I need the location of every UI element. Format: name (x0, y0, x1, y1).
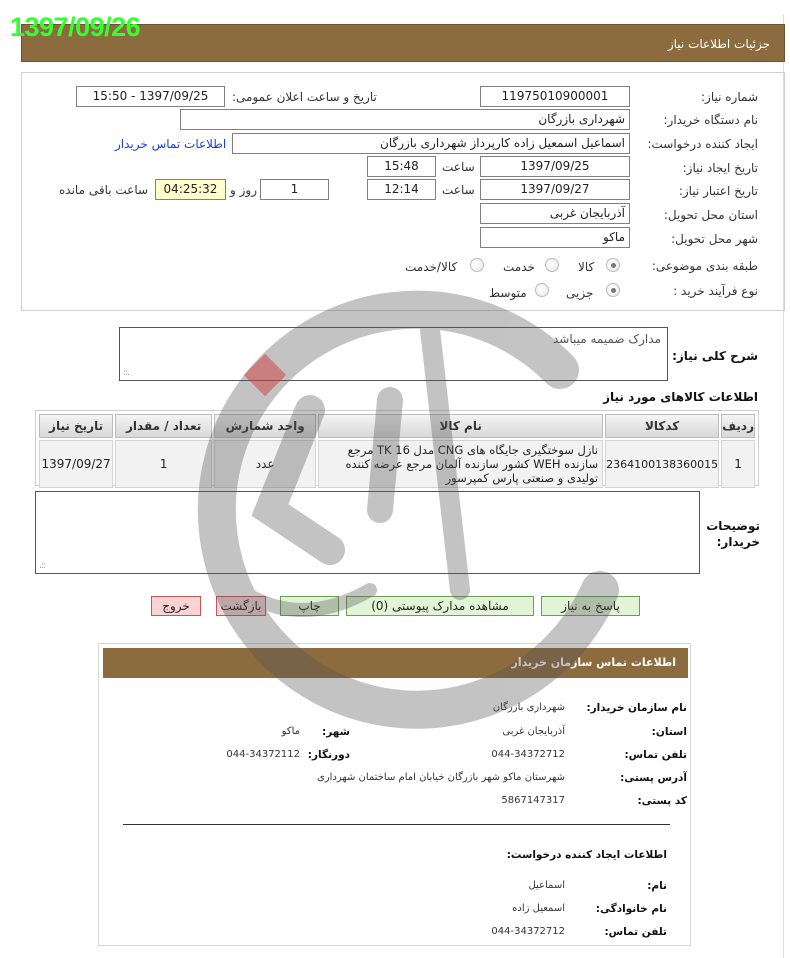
process-minor-label: جزیی (566, 286, 594, 300)
print-button[interactable]: چاپ (280, 596, 339, 616)
back-button[interactable]: بازگشت (216, 596, 266, 616)
category-radio-goods[interactable] (606, 258, 620, 272)
contact-org-label: نام سازمان خریدار: (586, 702, 687, 714)
page-title: جزئیات اطلاعات نیاز (667, 37, 770, 51)
col-header-date: تاریخ نیاز (39, 414, 113, 438)
creator-info-title: اطلاعات ایجاد کننده درخواست: (506, 849, 667, 861)
time-remaining-label: ساعت باقی مانده (59, 183, 149, 197)
time-remaining-field[interactable]: 04:25:32 (155, 179, 226, 200)
view-attachments-button[interactable]: مشاهده مدارک پیوستی (0) (346, 596, 534, 616)
buyer-notes-label: توضیحات خریدار: (706, 519, 760, 549)
col-header-row: ردیف (721, 414, 755, 438)
overlay-date-stamp: 1397/09/26 (10, 12, 141, 42)
contact-fax-value: 044-34372112 (226, 749, 300, 760)
items-section-title: اطلاعات کالاهای مورد نیاز (603, 390, 758, 404)
contact-address-value: شهرستان ماکو شهر بازرگان خیابان امام ساختمان شهرداری (316, 772, 565, 783)
category-goods-label: کالا (578, 260, 595, 274)
process-radio-medium[interactable] (535, 283, 549, 297)
days-remaining-field[interactable]: 1 (260, 179, 329, 200)
contact-org-value: شهرداری بازرگان (492, 702, 565, 713)
contact-phone-value: 044-34372712 (491, 749, 565, 760)
contact-fax-label: دورنگار: (307, 749, 350, 761)
create-time-field[interactable]: 15:48 (367, 156, 436, 177)
create-date-field[interactable]: 1397/09/25 (480, 156, 630, 177)
contact-phone-label: تلفن تماس: (624, 749, 687, 761)
process-radio-minor[interactable] (606, 283, 620, 297)
contact-address-label: آدرس پستی: (620, 772, 687, 784)
cell-row: 1 (721, 440, 755, 488)
announce-label: تاریخ و ساعت اعلان عمومی: (232, 90, 377, 104)
buyer-org-label: نام دستگاه خریدار: (663, 113, 758, 127)
buyer-notes-box[interactable] (35, 491, 700, 574)
cell-name: نازل سوختگیری جایگاه های CNG مدل TK 16 مرجع سازنده WEH کشور سازنده آلمان مرجع عرضه کننده تولیدی و صنعتی پارس کمپرسور (318, 440, 603, 488)
exit-button[interactable]: خروج (151, 596, 201, 616)
buyer-contact-card (98, 643, 691, 946)
col-header-name: نام کالا (318, 414, 603, 438)
province-label: استان محل تحویل: (663, 208, 758, 222)
process-medium-label: متوسط (489, 286, 527, 300)
creator-phone-value: 044-34372712 (491, 926, 565, 937)
resize-grip-icon[interactable]: .:: (123, 368, 129, 378)
valid-date-label: تاریخ اعتبار نیاز: (678, 184, 758, 198)
valid-time-field[interactable]: 12:14 (367, 179, 436, 200)
divider (123, 824, 670, 825)
contact-province-label: استان: (651, 726, 687, 738)
cell-code: 2364100138360015 (605, 440, 719, 488)
reply-button[interactable]: پاسخ به نیاز (541, 596, 640, 616)
category-label: طبقه بندی موضوعی: (651, 259, 758, 273)
contact-city-value: ماکو (281, 726, 300, 737)
col-header-qty: تعداد / مقدار (115, 414, 212, 438)
valid-time-label: ساعت (442, 183, 475, 197)
category-radio-service[interactable] (545, 258, 559, 272)
contact-province-value: آذربایجان غربی (502, 726, 565, 737)
create-date-label: تاریخ ایجاد نیاز: (682, 161, 758, 175)
creator-field[interactable]: اسماعیل اسمعیل زاده کارپرداز شهرداری بازرگان (232, 133, 630, 154)
city-label: شهر محل تحویل: (671, 232, 758, 246)
creator-name-label: نام: (647, 880, 667, 892)
city-field[interactable]: ماکو (480, 227, 630, 248)
create-time-label: ساعت (442, 160, 475, 174)
process-label: نوع فرآیند خرید : (673, 284, 758, 298)
description-box[interactable] (119, 327, 668, 381)
need-number-field[interactable]: 11975010900001 (480, 86, 630, 107)
creator-family-value: اسمعیل زاده (512, 903, 565, 914)
cell-date: 1397/09/27 (39, 440, 113, 488)
contact-city-label: شهر: (322, 726, 350, 738)
contact-postal-value: 5867147317 (501, 795, 565, 806)
col-header-code: کدکالا (605, 414, 719, 438)
cell-unit: عدد (214, 440, 316, 488)
description-text: مدارک ضمیمه میباشد (552, 332, 661, 346)
province-field[interactable]: آذربایجان غربی (480, 203, 630, 224)
category-service-label: خدمت (503, 260, 535, 274)
buyer-contact-link[interactable]: اطلاعات تماس خریدار (115, 137, 227, 151)
items-table (37, 412, 757, 490)
creator-name-value: اسماعیل (528, 880, 565, 891)
description-label: شرح کلی نیاز: (672, 349, 758, 363)
category-goods-service-label: کالا/خدمت (405, 260, 458, 274)
col-header-unit: واحد شمارش (214, 414, 316, 438)
creator-label: ایجاد کننده درخواست: (647, 137, 758, 151)
contact-postal-label: کد پستی: (637, 795, 687, 807)
buyer-org-field[interactable]: شهرداری بازرگان (180, 109, 630, 130)
contact-card-header (103, 648, 688, 678)
need-number-label: شماره نیاز: (701, 90, 758, 104)
announce-datetime-field[interactable]: 1397/09/25 - 15:50 (76, 86, 225, 107)
days-label: روز و (230, 183, 257, 197)
creator-phone-label: تلفن تماس: (604, 926, 667, 938)
creator-family-label: نام خانوادگی: (595, 903, 667, 915)
category-radio-goods-service[interactable] (470, 258, 484, 272)
valid-date-field[interactable]: 1397/09/27 (480, 179, 630, 200)
contact-card-title: اطلاعات تماس سازمان خریدار (511, 656, 676, 669)
table-row (39, 440, 755, 488)
cell-qty: 1 (115, 440, 212, 488)
resize-grip-icon[interactable]: .:: (39, 561, 45, 571)
